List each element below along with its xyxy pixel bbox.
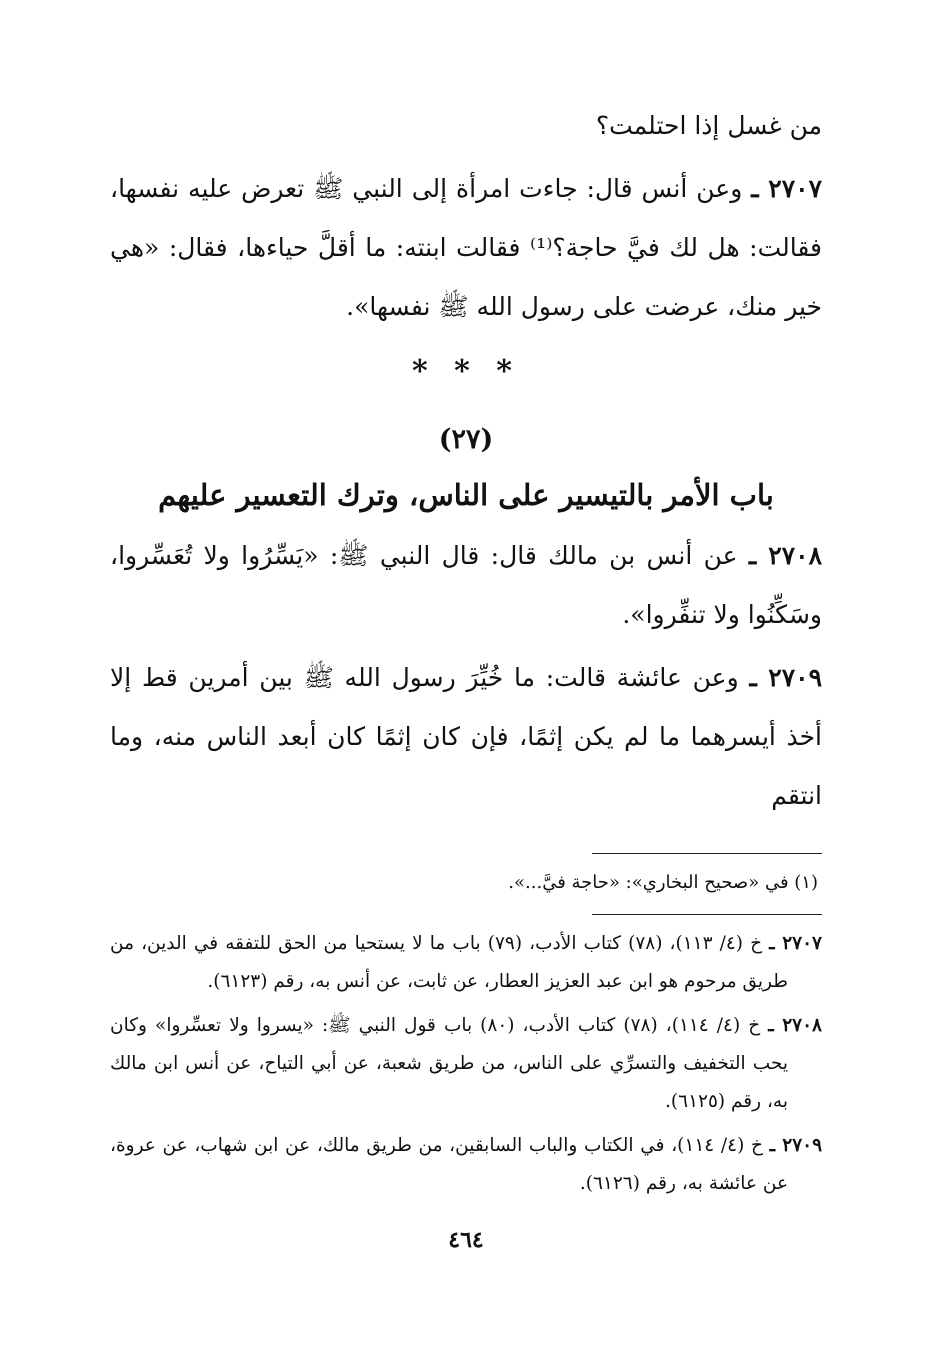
hadith-number: ٢٧٠٧ ـ: [751, 174, 822, 203]
page-number: ٤٦٤: [448, 1227, 484, 1253]
section-separator: * * *: [412, 354, 520, 389]
source-text: خ (٤/ ١١٣)، (٧٨) كتاب الأدب، (٧٩) باب ما لا يستحيا من الحق للتفقه في الدين، من طريق مرحوم هو ابن عبد العزيز العطار، عن ثابت، عن أنس به، رقم (٦١٢٣).: [110, 933, 788, 992]
continuation-line: من غسل إذا احتلمت؟: [595, 111, 822, 140]
hadith-text: عن أنس بن مالك قال: قال النبي ﷺ: «يَسِّرُوا ولا تُعَسِّروا، وسَكِّنُوا ولا تنفِّروا».: [110, 541, 822, 629]
hadith-number: ٢٧٠٩ ـ: [749, 663, 823, 692]
footnote-divider: [592, 853, 822, 854]
source-number: ٢٧٠٨ ـ: [768, 1015, 822, 1036]
source-2709: [110, 1127, 822, 1203]
hadith-2709: [110, 648, 822, 825]
chapter-number: (٢٧): [438, 424, 494, 455]
source-text: خ (٤/ ١١٤)، في الكتاب والباب السابقين، من طريق مالك، عن ابن شهاب، عن عروة، عن عائشة به، رقم (٦١٢٦).: [110, 1135, 788, 1194]
source-2707: [110, 925, 822, 1001]
sources-divider: [592, 914, 822, 915]
source-number: ٢٧٠٩ ـ: [769, 1135, 823, 1156]
hadith-2708: [110, 526, 822, 644]
source-2708: [110, 1007, 822, 1121]
chapter-title: باب الأمر بالتيسير على الناس، وترك التعسير عليهم: [158, 478, 774, 512]
source-number: ٢٧٠٧ ـ: [769, 933, 822, 954]
hadith-text: وعن عائشة قالت: ما خُيِّرَ رسول الله ﷺ بين أمرين قط إلا أخذ أيسرهما ما لم يكن إثمًا، فإن كان إثمًا كان أبعد الناس منه، وما انتقم: [110, 663, 822, 810]
hadith-2707: [110, 159, 822, 336]
book-page: [110, 96, 822, 1255]
source-text: خ (٤/ ١١٤)، (٧٨) كتاب الأدب، (٨٠) باب قول النبي ﷺ: «يسروا ولا تعسِّروا» وكان يحب التخفيف والتسرِّي على الناس، من طريق شعبة، عن أبي التياح، عن أنس ابن مالك به، رقم (٦١٢٥).: [110, 1015, 788, 1112]
hadith-text: وعن أنس قال: جاءت امرأة إلى النبي ﷺ تعرض عليه نفسها، فقالت: هل لك فيَّ حاجة؟⁽¹⁾ فقالت ابنته: ما أقلَّ حياءها، فقال: «هي خير منك، عرضت على رسول الله ﷺ نفسها».: [110, 174, 822, 321]
hadith-number: ٢٧٠٨ ـ: [748, 541, 822, 570]
footnote: (١) في «صحيح البخاري»: «حاجة فيَّ...».: [508, 872, 818, 893]
